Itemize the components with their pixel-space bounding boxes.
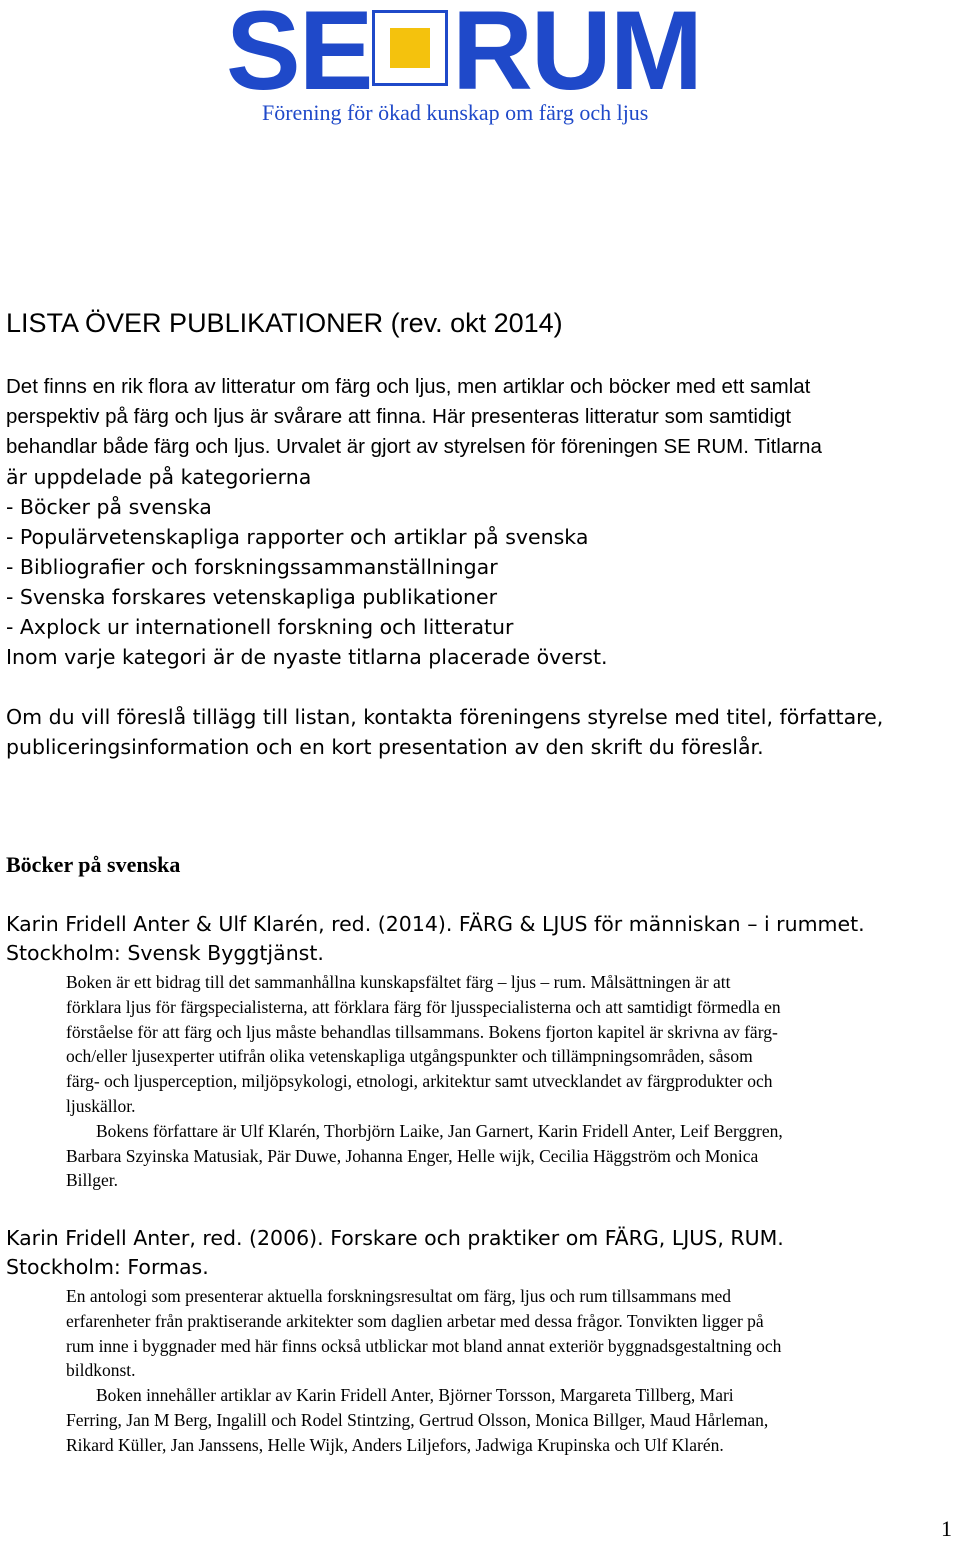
intro-line: perspektiv på färg och ljus är svårare att finna. Här presenteras litteratur som samtidigt [6,405,792,428]
book-title [6,910,865,968]
logo-square-icon [372,10,448,86]
intro-line: behandlar både färg och ljus. Urvalet är gjort av styrelsen för föreningen SE RUM. Titlarna [6,435,822,458]
suggest-paragraph [6,702,883,762]
intro-line: - Populärvetenskapliga rapporter och artiklar på svenska [6,525,589,549]
book-desc-line: En antologi som presenterar aktuella forskningsresultat om färg, ljus och rum tillsammans med [66,1286,732,1306]
book-desc-line: rum inne i byggnader med här finns också utblickar mot bland annat exteriör byggnadsgestaltning och [66,1335,782,1356]
book-desc-line: förklara ljus för färgspecialisterna, att förklara färg för ljusspecialisterna och att samtidigt förmedla en [66,996,781,1017]
suggest-line: Om du vill föreslå tillägg till listan, kontakta föreningens styrelse med titel, författare, [6,705,884,729]
page-number: 1 [941,1516,952,1541]
book-desc-line: bildkonst. [66,1360,136,1381]
book-desc-line: förståelse för att färg och ljus måste behandlas tillsammans. Bokens fjorton kapitel är skrivna av färg- [66,1021,778,1042]
page-title: LISTA ÖVER PUBLIKATIONER (rev. okt 2014) [6,308,563,338]
book-authors-line: Rikard Küller, Jan Janssens, Helle Wijk, Anders Liljefors, Jadwiga Krupinska och Ulf Klarén. [66,1434,724,1455]
book-desc-line: och/eller ljusexperter utifrån olika vetenskapliga utgångspunkter och tillämpningsområden, såsom [66,1046,753,1067]
suggest-line: publiceringsinformation och en kort presentation av den skrift du föreslår. [6,735,764,759]
logo-tagline: Förening för ökad kunskap om färg och ljus [262,100,649,125]
book-desc-line: färg- och ljusperception, miljöpsykologi, etnologi, arkitektur samt utvecklandet av färgprodukter och [66,1071,773,1092]
intro-line: - Svenska forskares vetenskapliga publikationer [6,585,498,609]
book-desc-line: Boken är ett bidrag till det sammanhållna kunskapsfältet färg – ljus – rum. Målsättningen är att [66,972,731,992]
intro-line: - Böcker på svenska [6,495,212,519]
book-title-line: Karin Fridell Anter & Ulf Klarén, red. (2014). FÄRG & LJUS för människan – i rummet. [6,912,865,936]
se-rum-logo [226,0,746,132]
book-title-line: Karin Fridell Anter, red. (2006). Forskare och praktiker om FÄRG, LJUS, RUM. [6,1226,784,1250]
intro-paragraph [6,372,822,672]
logo-rum-text: RUM [452,0,702,113]
book-description [66,1284,781,1458]
intro-line: - Bibliografier och forskningssammanställningar [6,555,498,579]
book-authors-line: Barbara Szyinska Matusiak, Pär Duwe, Johanna Enger, Helle wijk, Cecilia Häggström och Monica [66,1145,759,1166]
book-authors-line: Bokens författare är Ulf Klarén, Thorbjörn Laike, Jan Garnert, Karin Fridell Anter, Leif Berggren, [96,1120,783,1141]
book-desc-line: erfarenheter från praktiserande arkitekter som daglien arbetar med dessa frågor. Tonvikten ligger på [66,1310,764,1331]
book-description [66,970,783,1193]
intro-line: är uppdelade på kategorierna [6,465,312,489]
book-authors-line: Billger. [66,1170,119,1191]
intro-line: Inom varje kategori är de nyaste titlarna placerade överst. [6,645,608,669]
book-desc-line: ljuskällor. [66,1095,136,1116]
book-authors-line: Boken innehåller artiklar av Karin Fridell Anter, Björner Torsson, Margareta Tillberg, Mari [96,1385,734,1406]
book-title-line: Stockholm: Formas. [6,1255,209,1279]
intro-line: Det finns en rik flora av litteratur om färg och ljus, men artiklar och böcker med ett samlat [6,375,811,398]
book-title-line: Stockholm: Svensk Byggtjänst. [6,941,324,965]
book-authors-line: Ferring, Jan M Berg, Ingalill och Rodel Stintzing, Gertrud Olsson, Monica Billger, Maud Hårleman, [66,1409,769,1430]
book-title [6,1224,784,1282]
logo-se-text: SE [226,0,372,113]
intro-line: - Axplock ur internationell forskning och litteratur [6,615,514,639]
section-heading: Böcker på svenska [6,852,181,877]
